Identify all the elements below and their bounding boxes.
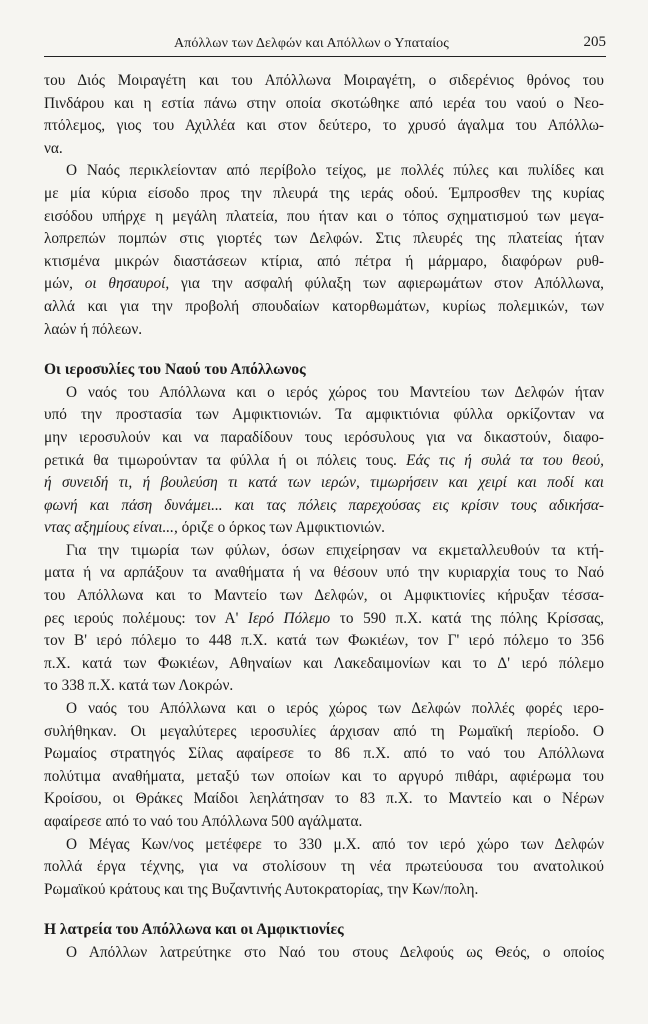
- paragraph-6-end: [44, 879, 604, 902]
- text-line: κτισμένα μικρών διαστάσεων κτίρια, από πέτρα ή μάρμαρο, διαφόρων ρυθ-: [44, 252, 604, 270]
- italic-quote: ή συνειδή τι, ή βουλεύση τι κατά των ιερών, τιμωρήσειν και χειρί και ποδί και: [44, 474, 604, 492]
- paragraph-5-line: [44, 766, 604, 789]
- text-line: πτόλεμος, γιος του Αχιλλέα και στον δεύτερο, το χρυσό άγαλμα του Απόλλω-: [44, 117, 604, 135]
- text-line: τον Β' ιερό πόλεμο το 448 π.Χ. κατά των Φωκιέων, τον Γ' ιερό πόλεμο το 356: [44, 632, 604, 650]
- text-line: με μία κύρια είσοδο προς την πλευρά της ιεράς οδού. Έμπροσθεν της κυρίας: [44, 184, 604, 202]
- text-line: Ο ναός του Απόλλωνα και ο ιερός χώρος των Δελφών πολλές φορές ιερο-: [66, 700, 604, 718]
- paragraph-3-line: [44, 404, 604, 427]
- paragraph-5-line: [44, 721, 604, 744]
- text-line: συλήθηκαν. Οι μεγαλύτερες ιεροσυλίες άρχισαν από τη Ρωμαϊκή περίοδο. Ο: [44, 722, 604, 740]
- text-line: το 338 π.Χ. κατά των Λοκρών.: [44, 677, 234, 695]
- text-line: πολύτιμα αναθήματα, μεταξύ των οποίων και το αργυρό πιθάρι, αφιέρωμα του: [44, 767, 604, 785]
- paragraph-3-line: [44, 495, 604, 518]
- paragraph-7: [44, 942, 604, 965]
- text-fragment: ρες ιερούς πολέμους: τον Α': [44, 609, 248, 627]
- paragraph-4-line: [44, 562, 604, 585]
- text-line: Για την τιμωρία των φύλων, όσων επιχείρησαν να εκμεταλλευθούν τα κτή-: [66, 541, 604, 559]
- text-line: εισόδου υπήρχε η μεγάλη πλατεία, που ήταν και ο τόπος σχηματισμού των μεγα-: [44, 207, 604, 225]
- italic-term: οι θησαυροί,: [84, 275, 170, 293]
- paragraph-2-line: [44, 228, 604, 251]
- page-body: [44, 70, 604, 965]
- text-line: Ο Ναός περικλείονταν από περίβολο τείχος, με πολλές πύλες και πυλίδες και: [66, 162, 604, 180]
- running-title: Απόλλων των Δελφών και Απόλλων ο Υπαταίος: [174, 36, 449, 51]
- paragraph-3-end: [44, 517, 604, 540]
- paragraph-4-line: [44, 608, 604, 631]
- page-number: 205: [583, 34, 606, 50]
- paragraph-3: [44, 382, 604, 405]
- text-fragment: όριζε ο όρκος των Αμφικτιονιών.: [177, 519, 385, 537]
- italic-term: Ιερό Πόλεμο: [247, 609, 331, 627]
- text-line: αφαίρεσε από το ναό του Απόλλωνα 500 αγάλματα.: [44, 813, 363, 830]
- paragraph-3-line: [44, 427, 604, 450]
- paragraph-2-line: [44, 251, 604, 274]
- text-line: Ο Απόλλων λατρεύτηκε στο Ναό του στους Δελφούς ως Θεός, ο οποίος: [66, 943, 604, 961]
- page-header: [44, 34, 606, 57]
- paragraph-2: [44, 160, 604, 183]
- paragraph-4: [44, 540, 604, 563]
- paragraph-5-end: [44, 811, 604, 834]
- text-line: Πινδάρου και η εστία πάνω στην οποία σκοτώθηκε από ιερέα του ναού ο Νεο-: [44, 94, 604, 112]
- text-line: αλλά και για την προβολή σπουδαίων κατορθωμάτων, κυρίως πολεμικών, των: [44, 297, 604, 315]
- text-line: Ρωμαίος στρατηγός Σίλας αφαίρεσε το 86 π.Χ. από το ναό του Απόλλωνα: [44, 745, 604, 763]
- italic-quote: Εάς τις ή συλά τα του θεού,: [406, 451, 604, 469]
- text-fragment: για την ασφαλή φύλαξη των αφιερωμάτων στον Απόλλωνα,: [169, 275, 604, 293]
- spacer: [44, 901, 604, 919]
- spacer: [44, 341, 604, 359]
- paragraph-4-line: [44, 653, 604, 676]
- paragraph-2-line: [44, 183, 604, 206]
- text-line: Ρωμαϊκού κράτους και της Βυζαντινής Αυτοκρατορίας, την Κων/πολη.: [44, 880, 479, 898]
- text-line: Ο ναός του Απόλλωνα και ο ιερός χώρος του Μαντείου των Δελφών ήταν: [66, 383, 604, 401]
- text-line: λοπρεπών πομπών στις γιορτές των Δελφών. Στις πλευρές της πλατείας ήταν: [44, 230, 604, 248]
- text-line: να.: [44, 139, 63, 157]
- section-heading: Η λατρεία του Απόλλωνα και οι Αμφικτιονίες: [44, 921, 344, 939]
- italic-quote: ντας αξημίους είναι...,: [44, 519, 178, 537]
- text-fragment: μών,: [44, 275, 85, 293]
- paragraph-1-end: [44, 138, 604, 161]
- paragraph-5: [44, 698, 604, 721]
- paragraph-6: [44, 834, 604, 857]
- paragraph-4-line: [44, 630, 604, 653]
- paragraph-2-line: [44, 273, 604, 296]
- text-line: λαών ή πόλεων.: [44, 320, 143, 338]
- text-line: πολλά έργα τέχνης, για να στολίσουν τη νέα πρωτεύουσα του ανατολικού: [44, 858, 604, 876]
- italic-quote: φωνή και πάση δυνάμει... και τας πόλεις παρεχούσας εις κρίσιν τους αδικήσα-: [44, 496, 604, 514]
- paragraph-6-line: [44, 856, 604, 879]
- text-fragment: το 590 π.Χ. κατά της πόλης Κρίσσας,: [330, 609, 604, 627]
- text-fragment: ρετικά θα τιμωρούνταν τα φύλλα ή οι πόλεις τους.: [44, 451, 407, 469]
- text-line: μην ιεροσυλούν και να παραδίδουν τους ιερόσυλους για να δικαστούν, διαφο-: [44, 428, 604, 446]
- text-line: Κροίσου, οι Θράκες Μαίδοι λεηλάτησαν το 83 π.Χ. το Μαντείο και ο Νέρων: [44, 790, 604, 808]
- paragraph-2-end: [44, 319, 604, 342]
- text-line: π.Χ. κατά των Φωκιέων, Αθηναίων και Λακεδαιμονίων και το Δ' ιερό πόλεμο: [44, 654, 604, 672]
- text-line: ματα ή να αρπάξουν τα αναθήματα ή να θέσουν υπό την κυριαρχία τους το Ναό: [44, 564, 604, 582]
- paragraph-2-line: [44, 206, 604, 229]
- text-line: του Απόλλωνα και το Μαντείο των Δελφών, οι Αμφικτιονίες κήρυξαν τέσσα-: [44, 587, 604, 605]
- paragraph-2-line: [44, 296, 604, 319]
- paragraph-5-line: [44, 743, 604, 766]
- text-line: του Διός Μοιραγέτη και του Απόλλωνα Μοιραγέτη, ο σιδερένιος θρόνος του: [44, 72, 604, 89]
- text-line: υπό την προστασία των Αμφικτιονιών. Τα αμφικτιόνια φύλλα ορκίζονταν να: [44, 406, 604, 424]
- text-line: Ο Μέγας Κων/νος μετέφερε το 330 μ.Χ. από τον ιερό χώρο των Δελφών: [66, 835, 604, 853]
- paragraph-5-line: [44, 788, 604, 811]
- paragraph-4-line: [44, 585, 604, 608]
- paragraph-1: [44, 70, 604, 138]
- paragraph-3-line: [44, 472, 604, 495]
- section-heading: Οι ιεροσυλίες του Ναού του Απόλλωνος: [44, 361, 306, 379]
- paragraph-3-line: [44, 450, 604, 473]
- paragraph-4-end: [44, 675, 604, 698]
